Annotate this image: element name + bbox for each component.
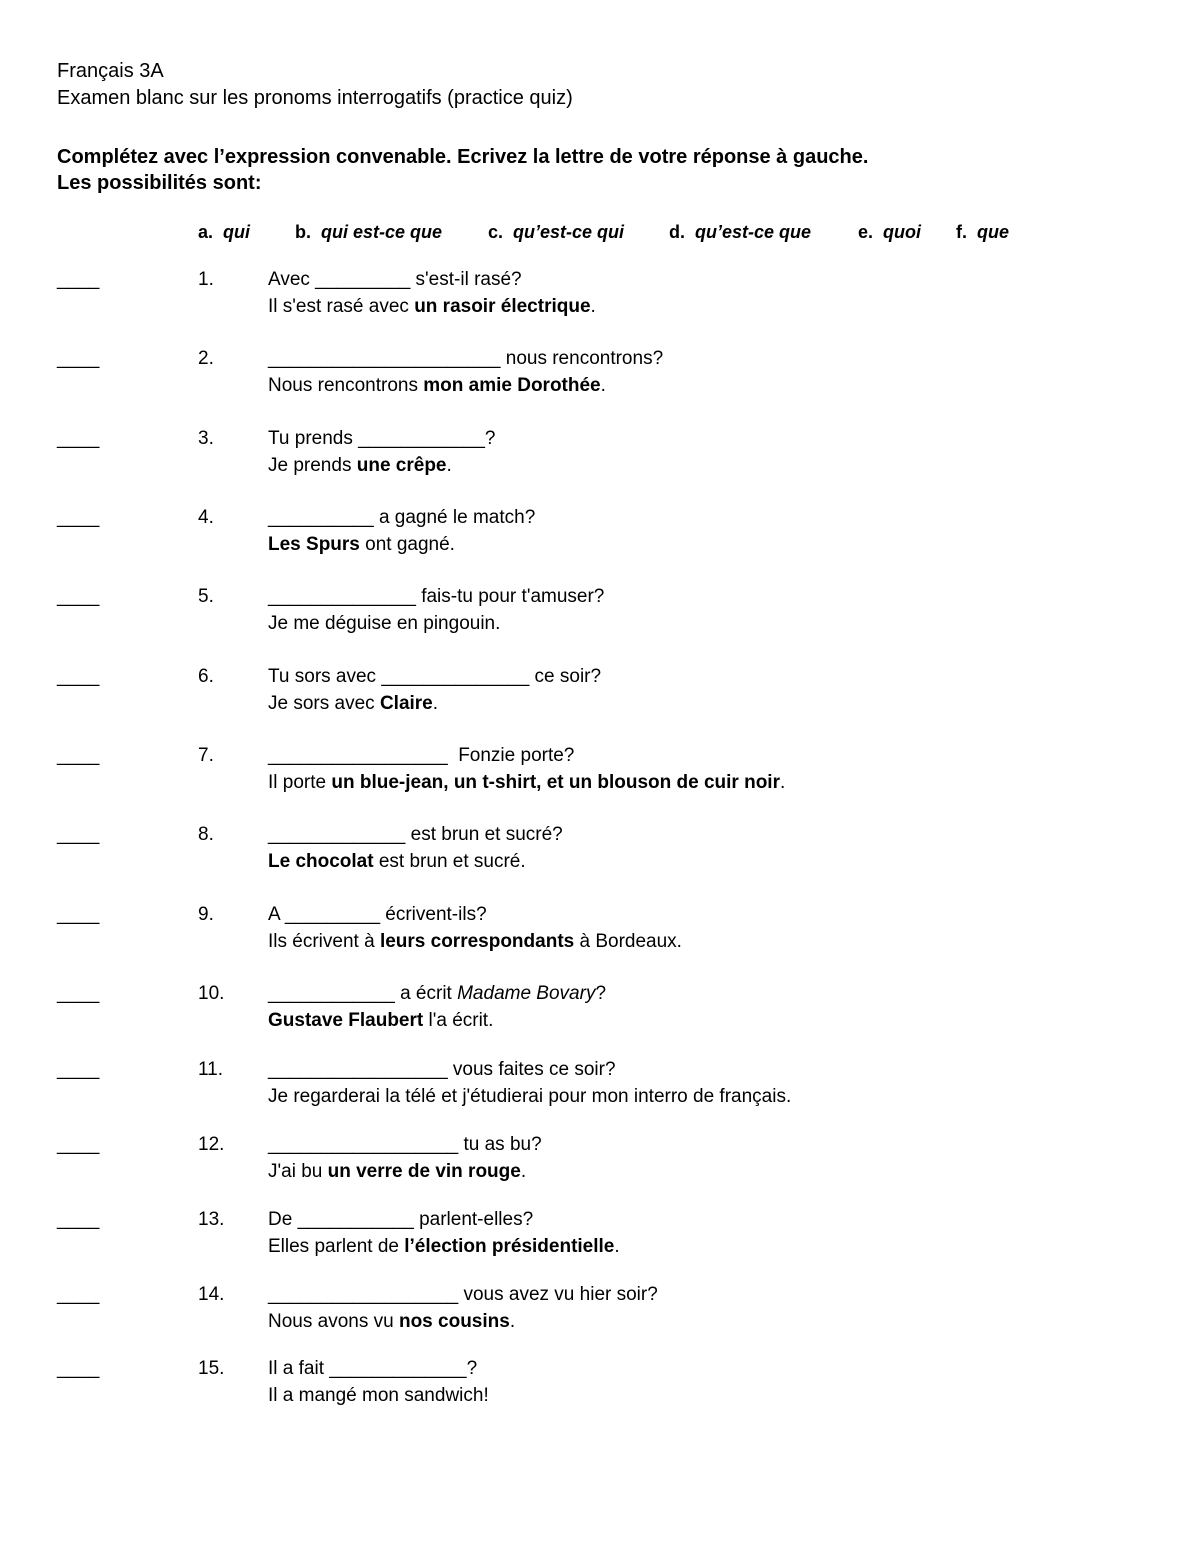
text-run: Il s'est rasé avec (268, 296, 415, 317)
question-text (268, 425, 496, 452)
text-run: Nous avons vu (268, 1311, 399, 1332)
text-run: . (590, 296, 596, 317)
text-run: __________________ tu as bu? (268, 1134, 542, 1155)
text-run: _________________ Fonzie porte? (268, 745, 575, 766)
answer-sentence (268, 848, 526, 875)
text-run: . (779, 772, 786, 793)
question-number: 11. (198, 1059, 224, 1080)
text-run: . (520, 1161, 527, 1182)
text-run: _________________ vous faites ce soir? (268, 1059, 616, 1080)
question-text (268, 901, 487, 928)
question-text (268, 1206, 533, 1233)
text-run: ont gagné. (359, 534, 455, 555)
text-run: ______________________ nous rencontrons? (268, 348, 664, 369)
answer-sentence (268, 1083, 791, 1110)
question-number: 7. (198, 745, 214, 766)
text-run: . (614, 1236, 620, 1257)
answer-blank[interactable]: ____ (57, 428, 100, 449)
question-text (268, 1355, 477, 1382)
answer-blank[interactable]: ____ (57, 1209, 100, 1230)
bold-text: mon amie Dorothée (423, 375, 601, 396)
choice-text: qu’est-ce qui (503, 222, 625, 242)
answer-blank[interactable]: ____ (57, 666, 100, 687)
question-number: 2. (198, 348, 214, 369)
text-run: ____________ a écrit (268, 983, 458, 1004)
question-text (268, 980, 606, 1007)
choice-letter: f. (956, 222, 967, 242)
answer-blank[interactable]: ____ (57, 1284, 100, 1305)
answer-sentence (268, 293, 596, 320)
question-text (268, 1056, 616, 1083)
answer-blank[interactable]: ____ (57, 586, 100, 607)
answer-blank[interactable]: ____ (57, 983, 100, 1004)
bold-text: Claire (379, 693, 433, 714)
bold-text: Le chocolat (268, 851, 374, 872)
text-run: Il porte (268, 772, 332, 793)
question-text (268, 266, 522, 293)
text-run: . (509, 1311, 516, 1332)
answer-blank[interactable]: ____ (57, 745, 100, 766)
question-text (268, 1281, 658, 1308)
text-run: De ___________ parlent-elles? (268, 1209, 534, 1230)
text-run: l'a écrit. (423, 1010, 494, 1031)
answer-sentence (268, 1308, 515, 1335)
answer-blank[interactable]: ____ (57, 1059, 100, 1080)
answer-blank[interactable]: ____ (57, 348, 100, 369)
question-number: 4. (198, 507, 214, 528)
answer-blank[interactable]: ____ (57, 824, 100, 845)
answer-sentence (268, 531, 455, 558)
choice-letter: b. (295, 222, 311, 242)
choice-item (295, 220, 442, 244)
answer-sentence (268, 928, 682, 955)
question-number: 10. (198, 983, 225, 1004)
text-run: est brun et sucré. (373, 851, 526, 872)
course-title: Français 3A (57, 60, 164, 82)
question-text (268, 504, 535, 531)
question-number: 5. (198, 586, 214, 607)
choice-item (956, 220, 1009, 244)
choice-item (858, 220, 921, 244)
question-number: 1. (198, 269, 214, 290)
quiz-subtitle: Examen blanc sur les pronoms interrogatifs (practice quiz) (57, 87, 573, 109)
text-run: Je sors avec (268, 693, 380, 714)
answer-sentence (268, 1007, 493, 1034)
text-run: . (446, 455, 452, 476)
bold-text: un blue-jean, un t-shirt, et un blouson de cuir noir (331, 772, 780, 793)
question-number: 14. (198, 1284, 225, 1305)
question-number: 8. (198, 824, 214, 845)
text-run: __________________ vous avez vu hier soir? (268, 1284, 658, 1305)
choice-item (488, 220, 624, 244)
answer-sentence (268, 372, 606, 399)
text-run: Il a mangé mon sandwich! (268, 1385, 489, 1406)
text-run: A _________ écrivent-ils? (268, 904, 487, 925)
answer-blank[interactable]: ____ (57, 904, 100, 925)
answer-blank[interactable]: ____ (57, 269, 100, 290)
text-run: J'ai bu (268, 1161, 328, 1182)
text-run: ______________ fais-tu pour t'amuser? (268, 586, 605, 607)
italic-title: Madame Bovary (457, 983, 596, 1004)
question-number: 3. (198, 428, 214, 449)
answer-blank[interactable]: ____ (57, 1358, 100, 1379)
instructions-line-2: Les possibilités sont: (57, 172, 262, 194)
text-run: Il a fait _____________? (268, 1358, 478, 1379)
bold-text: Les Spurs (268, 534, 360, 555)
answer-sentence (268, 1158, 526, 1185)
text-run: Elles parlent de (268, 1236, 405, 1257)
question-number: 15. (198, 1358, 225, 1379)
text-run: Je me déguise en pingouin. (268, 613, 501, 634)
answer-sentence (268, 690, 438, 717)
choice-text: qu’est-ce que (685, 222, 812, 242)
answer-blank[interactable]: ____ (57, 1134, 100, 1155)
question-number: 13. (198, 1209, 225, 1230)
question-text (268, 345, 663, 372)
text-run: Je prends (268, 455, 357, 476)
question-number: 9. (198, 904, 214, 925)
choice-letter: d. (669, 222, 685, 242)
choice-text: qui (213, 222, 251, 242)
text-run: ? (595, 983, 607, 1004)
choice-text: quoi (873, 222, 922, 242)
instructions-line-1: Complétez avec l’expression convenable. Ecrivez la lettre de votre réponse à gauche. (57, 146, 869, 168)
question-text (268, 583, 604, 610)
choice-text: que (967, 222, 1010, 242)
answer-sentence (268, 1233, 620, 1260)
question-text (268, 1131, 542, 1158)
text-run: Ils écrivent à (268, 931, 380, 952)
bold-text: leurs correspondants (379, 931, 575, 952)
answer-sentence (268, 610, 500, 637)
bold-text: un verre de vin rouge (327, 1161, 521, 1182)
text-run: _____________ est brun et sucré? (268, 824, 563, 845)
question-text (268, 742, 574, 769)
choice-item (198, 220, 250, 244)
answer-sentence (268, 1382, 489, 1409)
text-run: . (600, 375, 606, 396)
answer-sentence (268, 769, 785, 796)
text-run: . (432, 693, 439, 714)
bold-text: Gustave Flaubert (268, 1010, 424, 1031)
question-text (268, 821, 563, 848)
bold-text: l’élection présidentielle (404, 1236, 615, 1257)
text-run: Nous rencontrons (268, 375, 424, 396)
choice-letter: a. (198, 222, 214, 242)
question-number: 6. (198, 666, 214, 687)
text-run: à Bordeaux. (574, 931, 682, 952)
choice-text: qui est-ce que (311, 222, 443, 242)
bold-text: un rasoir électrique (414, 296, 591, 317)
answer-sentence (268, 452, 452, 479)
text-run: Tu prends ____________? (268, 428, 496, 449)
choice-letter: e. (858, 222, 874, 242)
text-run: __________ a gagné le match? (268, 507, 536, 528)
text-run: Avec _________ s'est-il rasé? (268, 269, 522, 290)
answer-blank[interactable]: ____ (57, 507, 100, 528)
bold-text: une crêpe (356, 455, 447, 476)
text-run: Tu sors avec ______________ ce soir? (268, 666, 602, 687)
choice-letter: c. (488, 222, 504, 242)
text-run: Je regarderai la télé et j'étudierai pour mon interro de français. (268, 1086, 792, 1107)
bold-text: nos cousins (398, 1311, 510, 1332)
choice-item (669, 220, 811, 244)
question-text (268, 663, 601, 690)
question-number: 12. (198, 1134, 225, 1155)
